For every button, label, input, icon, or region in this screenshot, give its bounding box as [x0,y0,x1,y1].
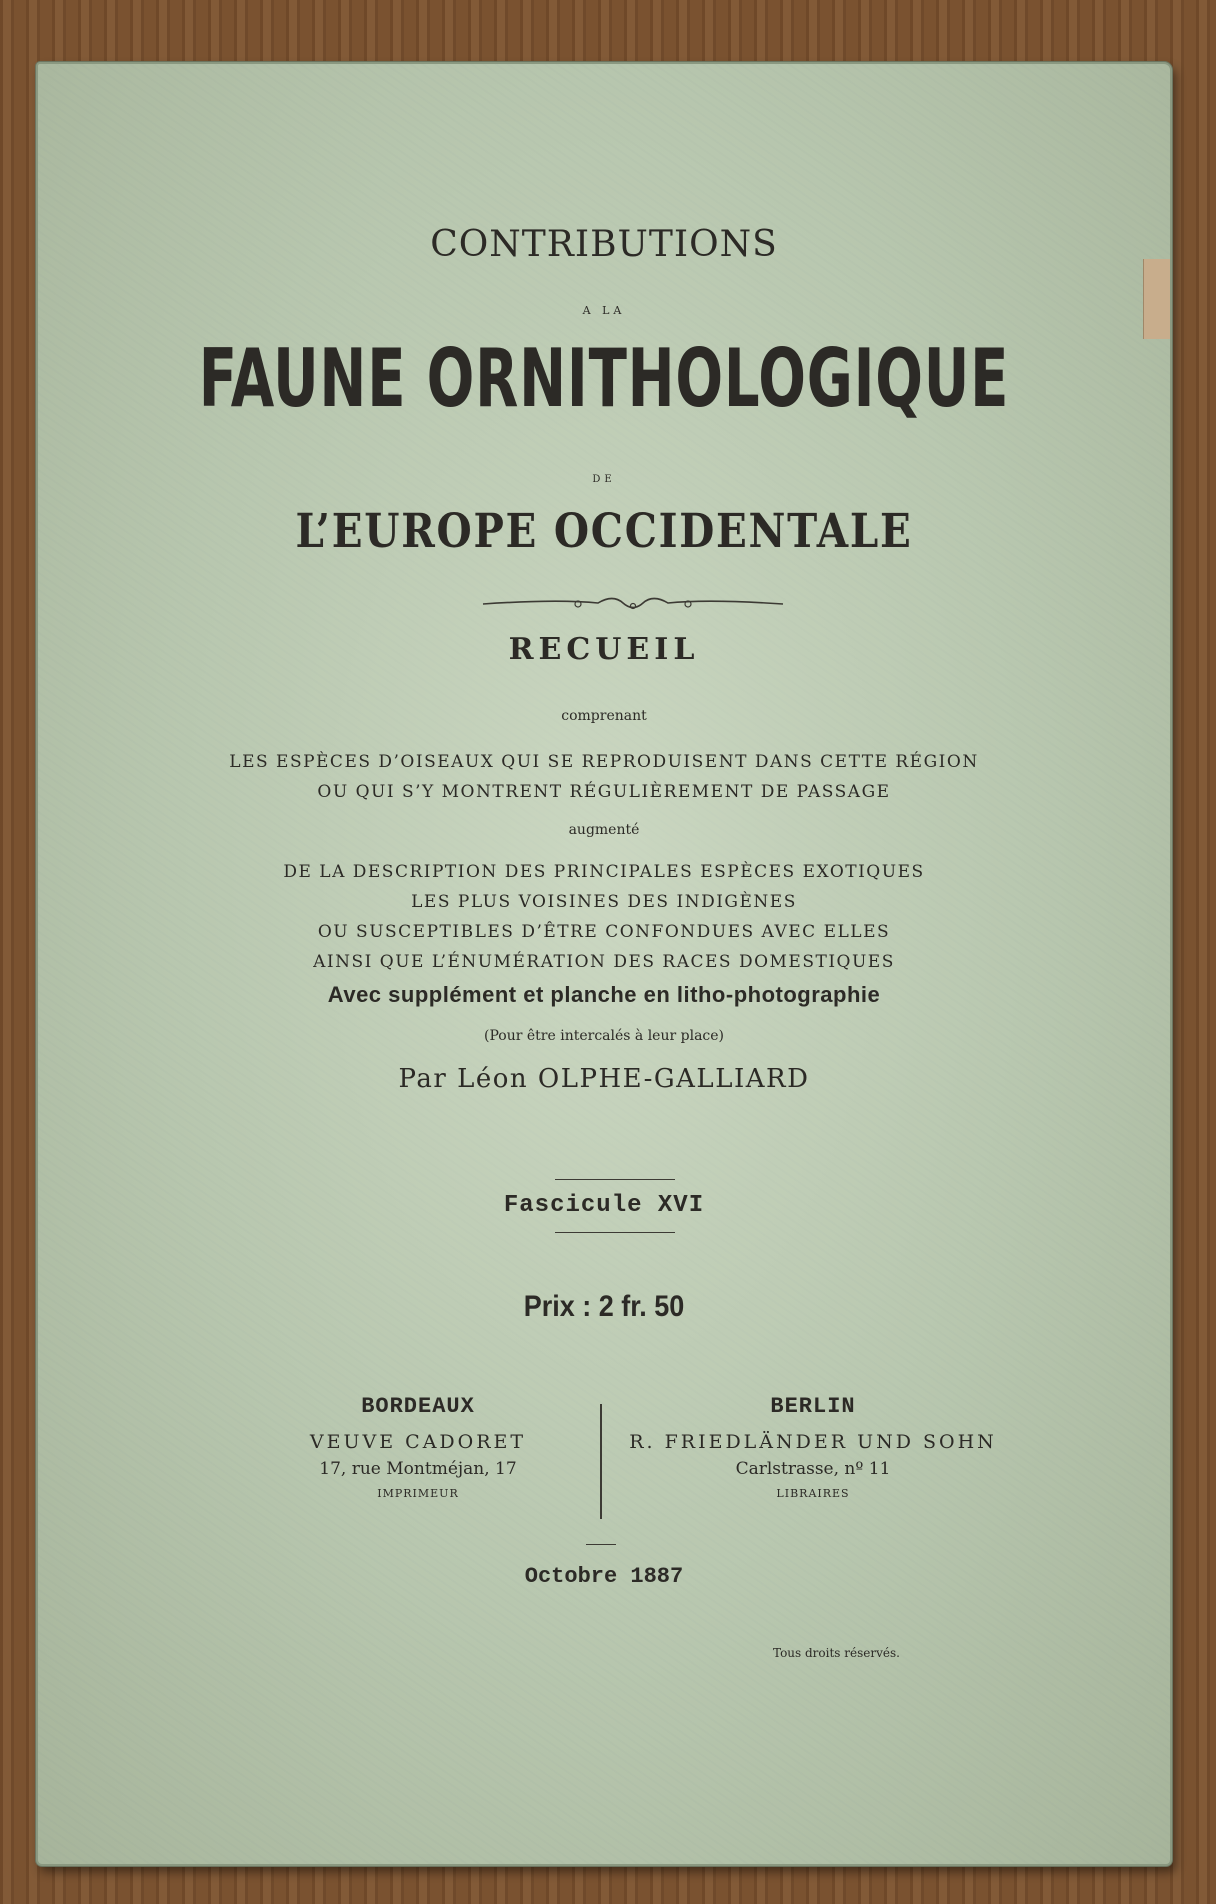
description-line: LES PLUS VOISINES DES INDIGÈNES [411,892,797,912]
rule-top [555,1179,675,1180]
rule-bottom [555,1232,675,1233]
rule-date [586,1544,616,1545]
publisher-role: LIBRAIRES [776,1487,850,1500]
description-line: AINSI QUE L’ÉNUMÉRATION DES RACES DOMESTIQUES [313,952,895,972]
publisher-name: R. FRIEDLÄNDER UND SOHN [629,1431,997,1453]
publisher-right [618,1394,1008,1500]
series-title: CONTRIBUTIONS [430,224,778,265]
publisher-name: VEUVE CADORET [309,1431,527,1453]
description-line: OU QUI S’Y MONTRENT RÉGULIÈREMENT DE PASSAGE [317,782,891,802]
publisher-role: IMPRIMEUR [377,1487,459,1500]
publisher-city: BORDEAUX [361,1394,475,1419]
a-la-text: A LA [582,304,626,317]
description-line: OU SUSCEPTIBLES D’ÊTRE CONFONDUES AVEC ELLES [317,922,891,942]
publisher-address: Carlstrasse, nº 11 [735,1459,891,1479]
column-divider [600,1404,602,1519]
region-title: L’EUROPE OCCIDENTALE [295,504,913,559]
publisher-city: BERLIN [770,1394,856,1419]
publisher-address: 17, rue Montméjan, 17 [319,1459,517,1479]
author-line: Par Léon OLPHE-GALLIARD [398,1064,810,1094]
recueil-heading: RECUEIL [508,632,700,667]
description-line: LES ESPÈCES D’OISEAUX QUI SE REPRODUISENT DANS CETTE RÉGION [229,752,979,772]
de-text: DE [592,474,616,485]
fascicule-label: Fascicule XVI [503,1192,705,1219]
supplement-line: Avec supplément et planche en litho-photographie [327,982,881,1007]
comprenant-text: comprenant [561,708,647,724]
main-title: FAUNE ORNITHOLOGIQUE [198,332,1010,425]
book-cover [36,62,1172,1866]
ornament-divider [478,584,788,624]
description-line: DE LA DESCRIPTION DES PRINCIPALES ESPÈCES EXOTIQUES [283,862,925,882]
price-label: Prix : 2 fr. 50 [523,1290,685,1323]
augmente-text: augmenté [568,822,640,838]
cover-content [38,64,1170,1864]
supplement-note: (Pour être intercalés à leur place) [483,1028,725,1044]
publication-date: Octobre 1887 [524,1564,684,1589]
publisher-left [238,1394,598,1500]
rights-notice: Tous droits réservés. [773,1646,900,1660]
